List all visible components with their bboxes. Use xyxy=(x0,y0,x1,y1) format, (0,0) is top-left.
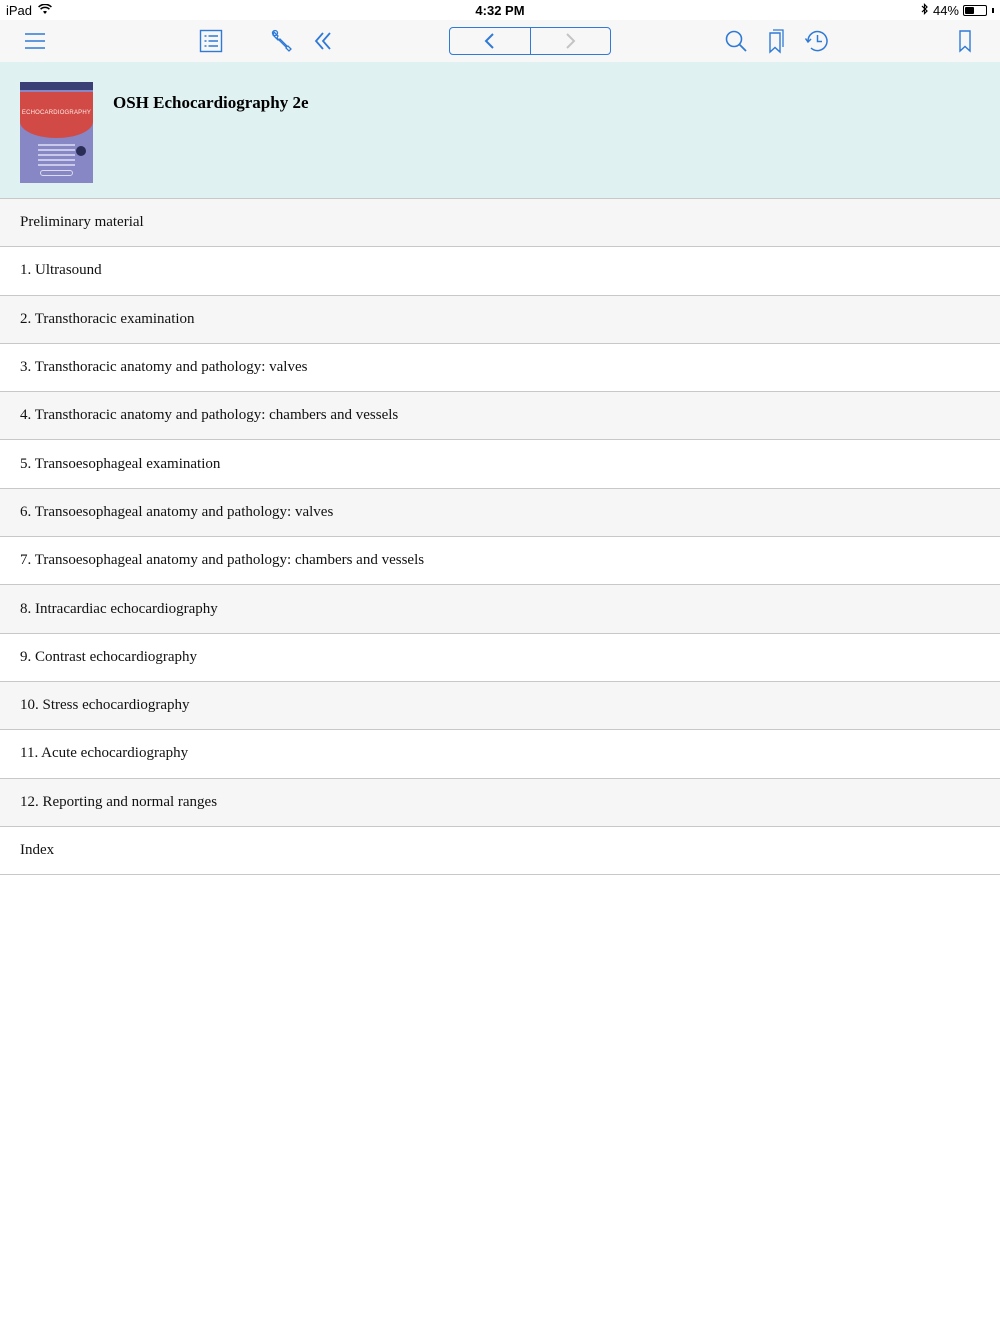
double-chevron-left-icon[interactable] xyxy=(308,26,338,56)
toc-item-transthoracic-valves[interactable]: 3. Transthoracic anatomy and pathology: valves xyxy=(0,344,1000,392)
forward-button[interactable] xyxy=(530,28,611,54)
bookmark-icon[interactable] xyxy=(950,26,980,56)
toc-item-preliminary-material[interactable]: Preliminary material xyxy=(0,199,1000,247)
chevron-right-icon xyxy=(562,32,578,50)
battery-fill xyxy=(965,7,974,14)
menu-icon[interactable] xyxy=(20,26,50,56)
history-icon[interactable] xyxy=(802,26,832,56)
book-cover[interactable] xyxy=(20,82,93,183)
toc-item-intracardiac[interactable]: 8. Intracardiac echocardiography xyxy=(0,585,1000,633)
toc-item-transthoracic-chambers[interactable]: 4. Transthoracic anatomy and pathology: chambers and vessels xyxy=(0,392,1000,440)
battery-tip xyxy=(992,8,994,13)
battery-percent: 44% xyxy=(932,3,959,18)
toc-item-ultrasound[interactable]: 1. Ultrasound xyxy=(0,247,1000,295)
toc-item-transoesophageal-chambers[interactable]: 7. Transoesophageal anatomy and pathology: chambers and vessels xyxy=(0,537,1000,585)
toc-item-acute[interactable]: 11. Acute echocardiography xyxy=(0,730,1000,778)
search-icon[interactable] xyxy=(721,26,751,56)
toc-item-transthoracic-examination[interactable]: 2. Transthoracic examination xyxy=(0,296,1000,344)
cover-author-lines xyxy=(38,144,75,169)
toc-item-stress[interactable]: 10. Stress echocardiography xyxy=(0,682,1000,730)
tools-icon[interactable] xyxy=(267,26,297,56)
back-button[interactable] xyxy=(450,28,530,54)
bookmarks-icon[interactable] xyxy=(762,26,792,56)
battery-icon xyxy=(963,5,987,16)
book-title: OSH Echocardiography 2e xyxy=(113,93,309,112)
chevron-left-icon xyxy=(482,32,498,50)
toc-item-transoesophageal-valves[interactable]: 6. Transoesophageal anatomy and pathology: valves xyxy=(0,489,1000,537)
toolbar xyxy=(0,20,1000,62)
device-name: iPad xyxy=(6,3,33,18)
cover-emblem xyxy=(76,146,86,156)
status-bar xyxy=(0,0,1000,20)
cover-top-band xyxy=(20,82,93,90)
toc-item-transoesophageal-examination[interactable]: 5. Transoesophageal examination xyxy=(0,440,1000,488)
cover-title: ECHOCARDIOGRAPHY xyxy=(21,110,92,116)
clock: 4:32 PM xyxy=(475,3,525,18)
bluetooth-icon xyxy=(921,3,929,18)
toc-list-icon[interactable] xyxy=(196,26,226,56)
status-right xyxy=(921,3,994,18)
table-of-contents xyxy=(0,199,1000,875)
book-header xyxy=(0,62,1000,199)
page-navigation xyxy=(449,27,611,55)
cover-badge xyxy=(40,170,73,176)
toc-item-index[interactable]: Index xyxy=(0,827,1000,875)
toc-item-reporting[interactable]: 12. Reporting and normal ranges xyxy=(0,779,1000,827)
toc-item-contrast[interactable]: 9. Contrast echocardiography xyxy=(0,634,1000,682)
